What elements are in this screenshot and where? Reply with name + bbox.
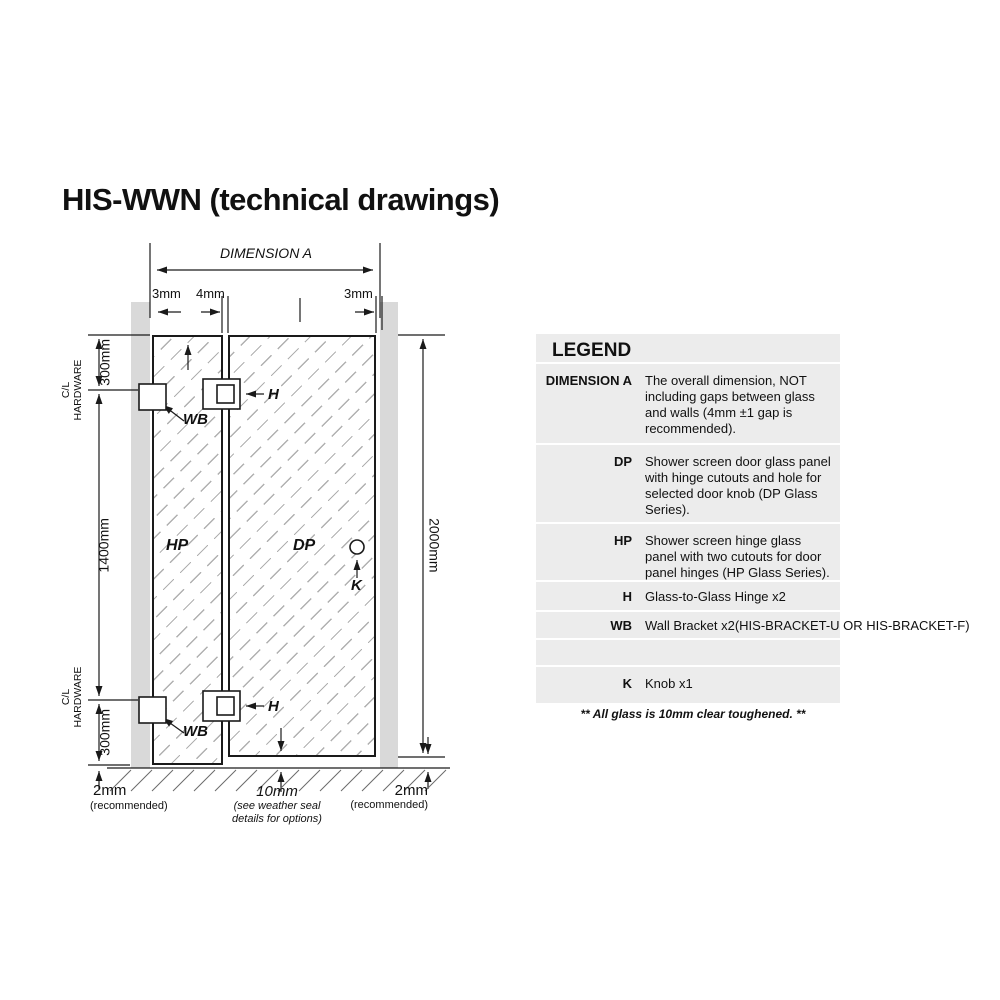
legend-row-h (536, 580, 840, 610)
gap-extension-lines (222, 296, 228, 333)
legend-description: Shower screen door glass panel with hinge cutouts and hole for selected door knob (DP Glass Series). (645, 454, 831, 517)
legend-row-hp (536, 522, 840, 580)
legend-footnote: ** All glass is 10mm clear toughened. ** (580, 707, 806, 721)
legend-row-wb (536, 610, 970, 638)
legend-description: The overall dimension, NOT including gaps between glass and walls (4mm ±1 gap is recommended). (645, 373, 815, 436)
hp-panel-label: HP (166, 537, 189, 554)
legend-term: WB (610, 618, 632, 633)
dp-panel-label: DP (293, 537, 316, 554)
legend-term: K (622, 676, 632, 691)
gap-4mm-label: 4mm (196, 286, 225, 301)
gap-3mm-left-label: 3mm (152, 286, 181, 301)
legend-description: Wall Bracket x2(HIS-BRACKET-U OR HIS-BRACKET-F) (645, 618, 970, 633)
left-wall (131, 302, 150, 768)
legend-row-dimension-a (536, 362, 840, 443)
hinge-bottom-label: H (268, 698, 279, 715)
cl-hardware-bottom-label (60, 662, 84, 732)
hinge-top-label: H (268, 386, 279, 403)
dim-10mm-note-2: details for options) (232, 812, 322, 825)
dim-10mm-label: 10mm (256, 783, 298, 800)
dim-300-top-label: 300mm (96, 339, 113, 386)
legend-term (536, 640, 632, 665)
hardware-line: HARDWARE (72, 666, 84, 728)
legend-row-empty (536, 638, 840, 665)
dim-2mm-right-note: (recommended) (350, 798, 428, 811)
dim-2mm-left-label: 2mm (93, 782, 127, 799)
legend-description: Glass-to-Glass Hinge x2 (645, 589, 786, 604)
knob-label: K (351, 577, 362, 594)
dim-2mm-left-note: (recommended) (90, 800, 168, 812)
legend-row-dp (536, 443, 840, 522)
legend-term: DIMENSION A (545, 373, 632, 388)
right-wall (380, 302, 398, 768)
legend-description (645, 640, 831, 665)
hardware-line: HARDWARE (72, 359, 84, 421)
legend-row-k (536, 665, 840, 703)
gap-3mm-right-label: 3mm (344, 286, 373, 301)
bracket-top-label: WB (183, 411, 208, 428)
dim-1400-label: 1400mm (95, 518, 112, 573)
legend-heading: LEGEND (552, 340, 632, 361)
dim-2mm-right-group (345, 783, 428, 812)
legend-description: Knob x1 (645, 676, 693, 691)
dimension-a-label: DIMENSION A (219, 245, 313, 261)
legend-term: H (622, 589, 632, 604)
dim-2mm-right-label: 2mm (394, 782, 428, 799)
dim-300-bottom-label: 300mm (96, 709, 113, 756)
cl-hardware-top-label (60, 355, 84, 425)
legend-description: Shower screen hinge glass panel with two cutouts for door panel hinges (HP Glass Series). (645, 533, 830, 580)
cl-line: C/L (60, 381, 72, 399)
dim-10mm-note-1: (see weather seal (233, 799, 321, 812)
page-title: HIS-WWN (technical drawings) (62, 182, 500, 217)
legend-term: HP (613, 533, 632, 548)
cl-line: C/L (60, 688, 72, 706)
legend-term: DP (613, 454, 632, 469)
bracket-bottom-label: WB (183, 723, 208, 740)
legend-panel (536, 334, 970, 703)
dim-2000-label: 2000mm (426, 518, 443, 573)
dim-10mm-group (222, 784, 332, 826)
